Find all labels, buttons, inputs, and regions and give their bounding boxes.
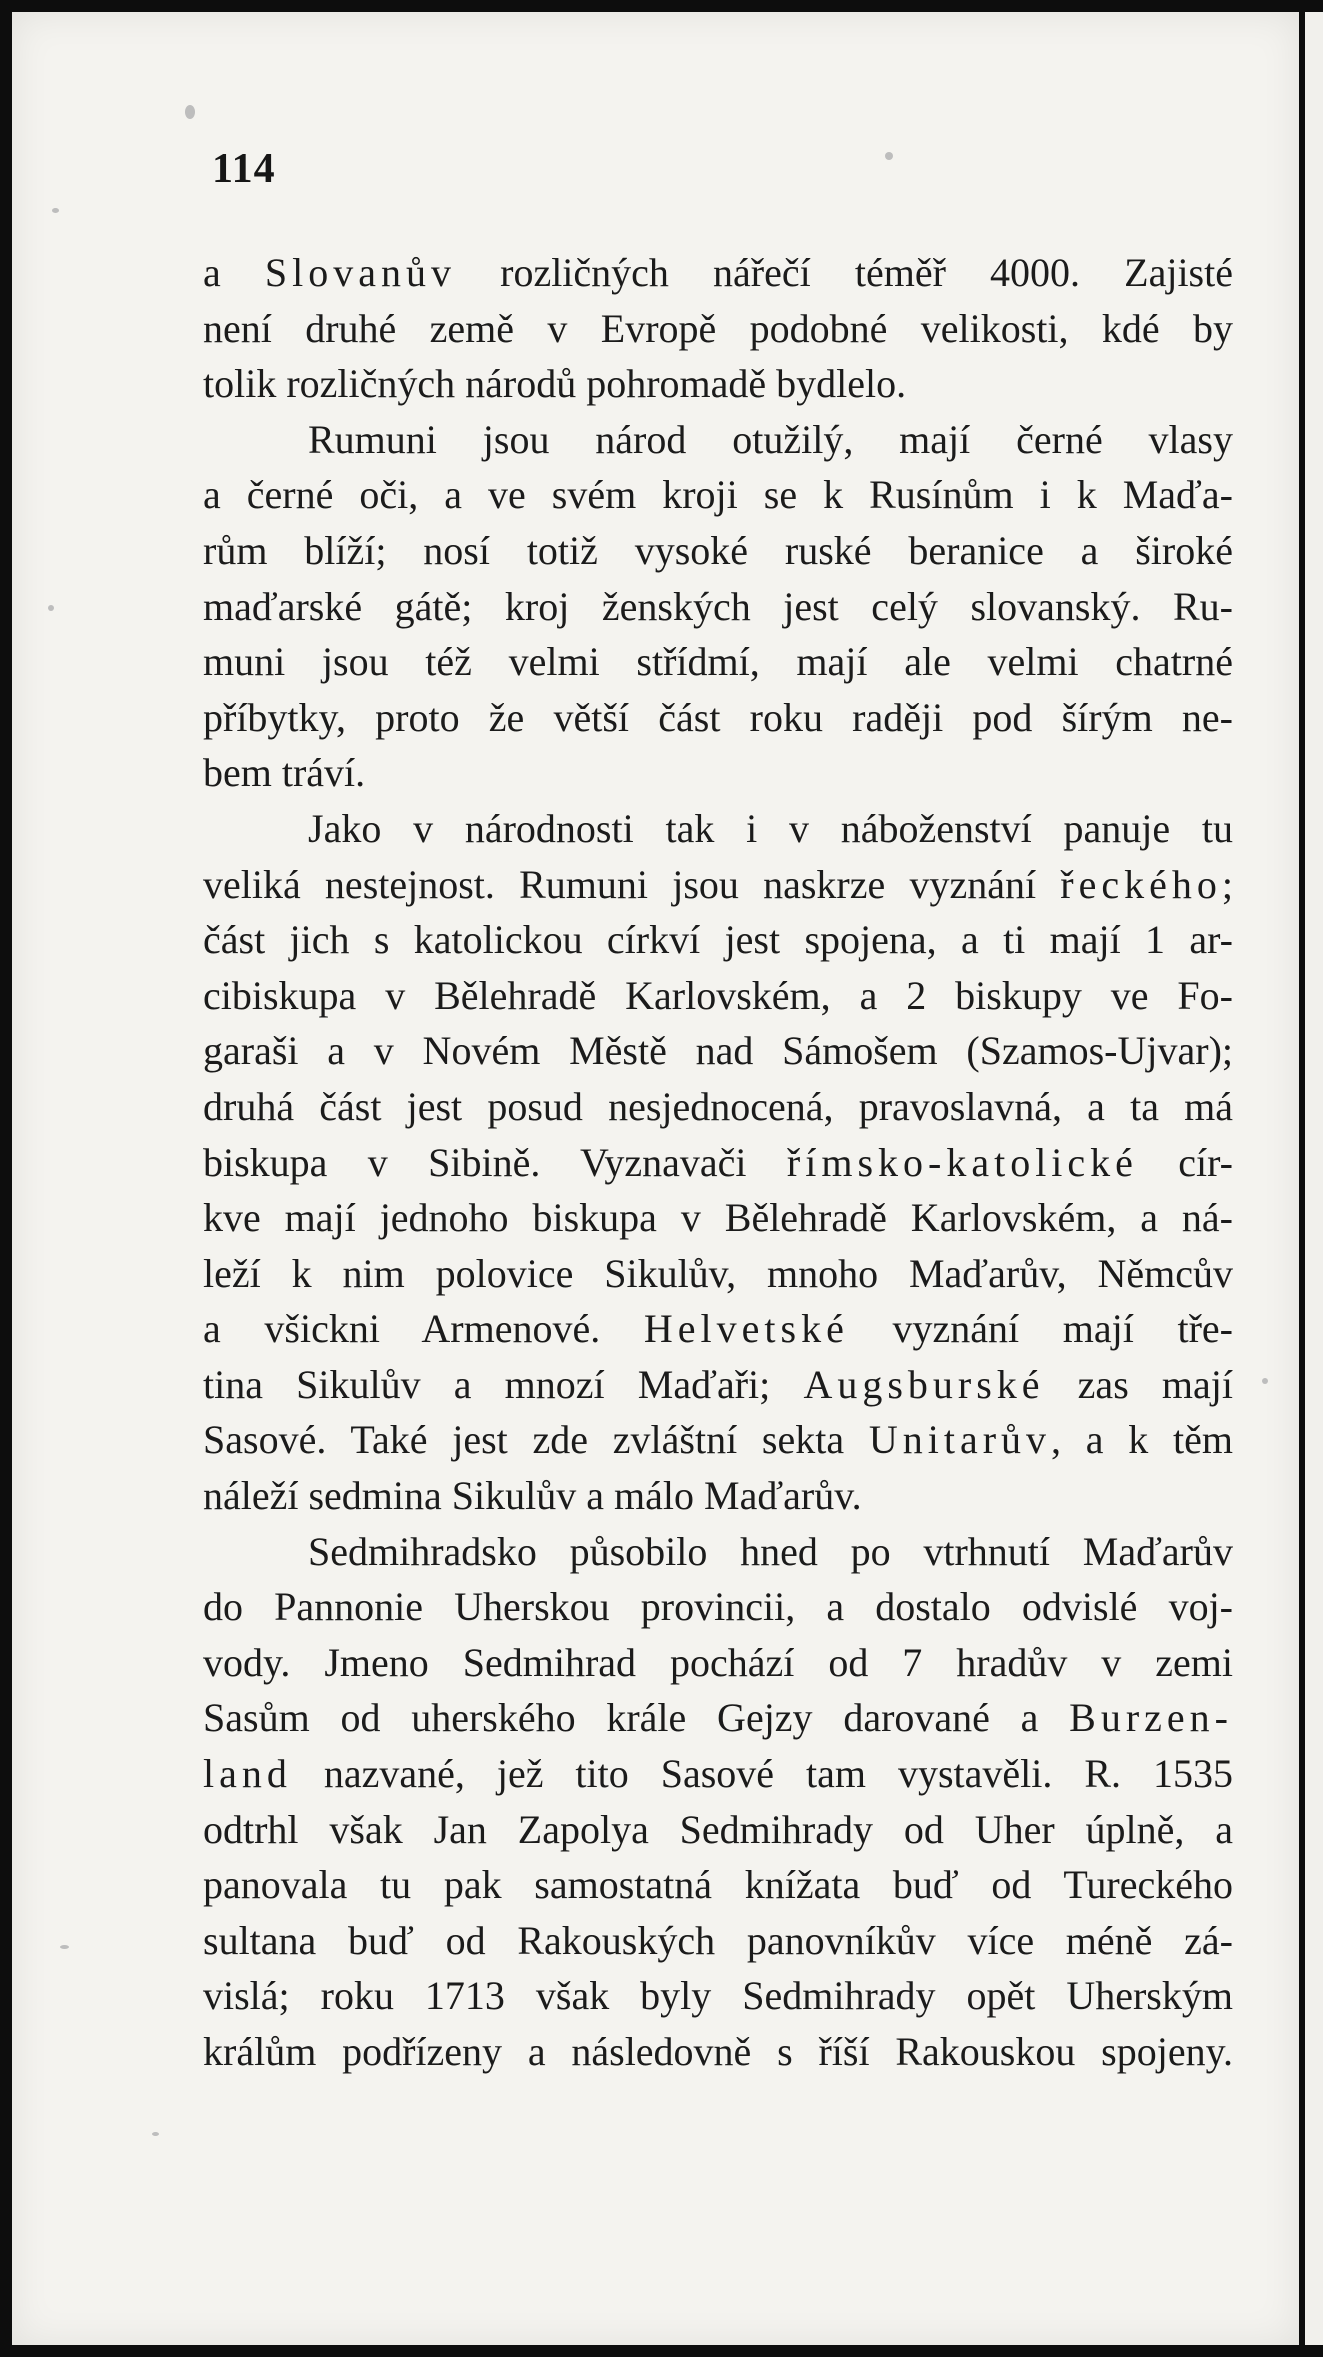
text-line [203, 1135, 1233, 1191]
text-line [203, 801, 1233, 857]
text-line [203, 1857, 1233, 1913]
paragraph [203, 801, 1233, 1524]
paragraph [203, 1524, 1233, 2080]
text-line [203, 634, 1233, 690]
line-text: a černé oči, a ve svém kroji se k Rusínům i k Maďa- [203, 472, 1233, 518]
line-text: ; [1221, 861, 1233, 907]
body-text [203, 245, 1233, 2080]
scan-speck [185, 105, 195, 119]
line-text: Sedmihradsko působilo hned po vtrhnutí Maďarův [308, 1528, 1233, 1574]
line-text: příbytky, proto že větší část roku raději pod šírým ne- [203, 694, 1233, 740]
line-text: náleží sedmina Sikulův a málo Maďarův. [203, 1473, 862, 1519]
line-text: biskupa v Sibině. Vyznavači [203, 1139, 787, 1185]
line-text: cibiskupa v Bělehradě Karlovském, a 2 biskupy ve Fo- [203, 972, 1233, 1018]
line-text: Jako v národnosti tak i v náboženství panuje tu [308, 805, 1233, 851]
line-text: vislá; roku 1713 však byly Sedmihrady opět Uherským [203, 1973, 1233, 2019]
text-line [203, 412, 1233, 468]
line-text: panovala tu pak samostatná knížata buď od Tureckého [203, 1862, 1233, 1908]
line-text: není druhé země v Evropě podobné velikosti, kdé by [203, 305, 1233, 351]
spaced-emphasis-text: Slovanův [264, 250, 456, 295]
text-line [203, 745, 1233, 801]
text-line [203, 857, 1233, 913]
scan-speck [52, 208, 59, 213]
scan-speck [1262, 1378, 1268, 1384]
adjacent-page-edge [1299, 12, 1323, 2345]
line-text: , a k těm [1051, 1417, 1234, 1463]
text-line [203, 1746, 1233, 1802]
text-line [203, 690, 1233, 746]
line-text: muni jsou též velmi střídmí, mají ale velmi chatrné [203, 639, 1233, 685]
line-text: rozličných nářečí téměř 4000. Zajisté [456, 250, 1233, 295]
text-line [203, 245, 1233, 301]
line-text: druhá část jest posud nesjednocená, pravoslavná, a ta má [203, 1083, 1233, 1129]
spaced-emphasis-text: Helvetské [643, 1306, 849, 1352]
line-text: Sasům od uherského krále Gejzy darované a [203, 1695, 1070, 1741]
line-text: Sasové. Také jest zde zvláštní sekta [203, 1417, 869, 1463]
spaced-emphasis-text: Unitarův [868, 1417, 1052, 1463]
spaced-emphasis-text: řeckého [1060, 861, 1222, 907]
line-text: garaši a v Novém Městě nad Sámošem (Szamos-Ujvar); [203, 1028, 1233, 1074]
text-line [203, 1246, 1233, 1302]
line-text: vyznání mají tře- [848, 1306, 1233, 1352]
spaced-emphasis-text: Burzen- [1069, 1695, 1233, 1741]
spaced-emphasis-text: Augsburské [803, 1361, 1045, 1407]
paragraph [203, 245, 1233, 412]
text-line [203, 1301, 1233, 1357]
text-line [203, 301, 1233, 357]
text-line [203, 1079, 1233, 1135]
text-line [203, 968, 1233, 1024]
line-text: kve mají jednoho biskupa v Bělehradě Karlovském, a ná- [203, 1195, 1233, 1241]
line-text: do Pannonie Uherskou provincii, a dostalo odvislé voj- [203, 1584, 1233, 1630]
text-line [203, 1579, 1233, 1635]
text-line [203, 1802, 1233, 1858]
line-text: bem tráví. [203, 750, 366, 796]
line-text: tina Sikulův a mnozí Maďaři; [203, 1361, 804, 1407]
scan-speck [152, 2132, 159, 2136]
text-line [203, 912, 1233, 968]
line-text: Rumuni jsou národ otužilý, mají černé vlasy [308, 416, 1233, 462]
line-text: králům podřízeny a následovně s říší Rakouskou spojeny. [203, 2029, 1233, 2074]
line-text: vody. Jmeno Sedmihrad pochází od 7 hradův v zemi [203, 1639, 1233, 1685]
text-line [203, 1023, 1233, 1079]
text-line [203, 356, 1233, 412]
text-line [203, 1913, 1233, 1969]
line-text: tolik rozličných národů pohromadě bydlelo. [203, 361, 907, 407]
scan-speck [885, 152, 893, 160]
text-line [203, 1190, 1233, 1246]
text-line [203, 467, 1233, 523]
text-line [203, 1357, 1233, 1413]
line-text: zas mají [1044, 1361, 1234, 1407]
line-text: a všickni Armenové. [203, 1306, 644, 1352]
scan-speck [60, 1945, 69, 1949]
spaced-emphasis-text: land [203, 1751, 292, 1797]
line-text: leží k nim polovice Sikulův, mnoho Maďarův, Němcův [203, 1250, 1233, 1296]
text-line [203, 579, 1233, 635]
line-text: část jich s katolickou církví jest spojena, a ti mají 1 ar- [203, 917, 1233, 963]
line-text: veliká nestejnost. Rumuni jsou naskrze vyznání [203, 861, 1061, 907]
line-text: nazvané, jež tito Sasové tam vystavěli. R. 1535 [291, 1751, 1233, 1797]
line-text: rům blíží; nosí totiž vysoké ruské beranice a široké [203, 527, 1233, 573]
line-text: sultana buď od Rakouských panovníkův více méně zá- [203, 1917, 1233, 1963]
scan-speck [48, 605, 54, 611]
text-line [203, 523, 1233, 579]
line-text: maďarské gátě; kroj ženských jest celý slovanský. Ru- [203, 583, 1233, 629]
line-text: cír- [1137, 1139, 1233, 1185]
line-text: odtrhl však Jan Zapolya Sedmihrady od Uher úplně, a [203, 1806, 1233, 1852]
text-line [203, 1412, 1233, 1468]
text-line [203, 1968, 1233, 2024]
text-line [203, 1524, 1233, 1580]
text-line [203, 2024, 1233, 2080]
line-text: a [203, 250, 265, 295]
text-line [203, 1690, 1233, 1746]
page-number: 114 [212, 146, 276, 192]
spaced-emphasis-text: římsko-katolické [786, 1139, 1138, 1185]
paragraph [203, 412, 1233, 801]
text-line [203, 1468, 1233, 1524]
text-line [203, 1635, 1233, 1691]
